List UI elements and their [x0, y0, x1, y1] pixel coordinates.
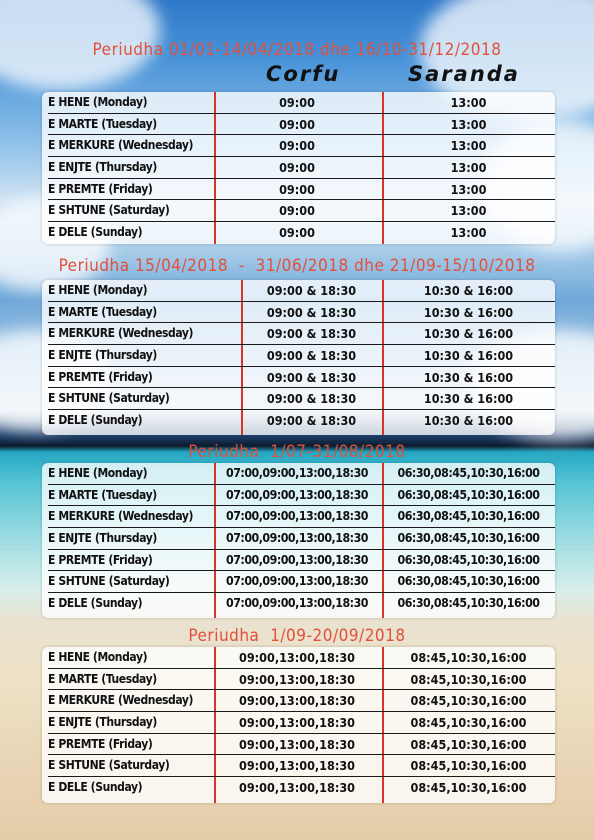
- day-cell: E ENJTE (Thursday): [48, 160, 157, 175]
- corfu-time-cell: 07:00,09:00,13:00,18:30: [226, 509, 368, 524]
- day-cell: E PREMTE (Friday): [48, 181, 153, 196]
- saranda-time-cell: 08:45,10:30,16:00: [410, 671, 527, 687]
- saranda-time-cell: 06:30,08:45,10:30,16:00: [397, 487, 540, 502]
- saranda-time-cell: 10:30 & 16:00: [423, 369, 514, 385]
- schedule-table: [42, 463, 555, 618]
- table-row: [42, 528, 555, 550]
- corfu-time-cell: 07:00,09:00,13:00,18:30: [226, 552, 368, 567]
- table-row: [42, 755, 555, 777]
- day-cell: E DELE (Sunday): [48, 596, 143, 611]
- table-row: [42, 690, 555, 712]
- saranda-time-cell: 06:30,08:45,10:30,16:00: [397, 596, 540, 611]
- day-cell: E MARTE (Tuesday): [48, 671, 157, 686]
- corfu-time-cell: 09:00,13:00,18:30: [239, 736, 355, 752]
- table-row: [42, 157, 555, 179]
- day-cell: E SHTUNE (Saturday): [48, 391, 170, 406]
- table-row: [42, 777, 555, 799]
- saranda-time-cell: 13:00: [450, 95, 487, 110]
- saranda-time-cell: 08:45,10:30,16:00: [410, 736, 527, 752]
- saranda-time-cell: 13:00: [450, 225, 487, 241]
- day-cell: E DELE (Sunday): [48, 225, 143, 240]
- table-row: [42, 200, 555, 222]
- corfu-time-cell: 09:00: [279, 138, 315, 154]
- corfu-time-cell: 09:00 & 18:30: [266, 369, 357, 385]
- corfu-time-cell: 09:00: [279, 181, 315, 197]
- saranda-time-cell: 06:30,08:45,10:30,16:00: [397, 574, 540, 589]
- period-title: Periudha 15/04/2018 - 31/06/2018 dhe 21/09-15/10/2018: [58, 256, 536, 276]
- saranda-time-cell: 13:00: [450, 181, 487, 197]
- corfu-time-cell: 09:00: [279, 160, 315, 176]
- day-cell: E ENJTE (Thursday): [48, 348, 157, 363]
- table-row: [42, 550, 555, 572]
- day-cell: E SHTUNE (Saturday): [48, 574, 170, 589]
- saranda-time-cell: 08:45,10:30,16:00: [410, 650, 527, 665]
- day-cell: E MERKURE (Wednesday): [48, 509, 194, 524]
- table-row: [42, 463, 555, 485]
- corfu-header: Corfu: [266, 62, 341, 86]
- saranda-time-cell: 08:45,10:30,16:00: [410, 715, 527, 731]
- saranda-time-cell: 10:30 & 16:00: [423, 304, 514, 320]
- day-cell: E PREMTE (Friday): [48, 369, 153, 384]
- corfu-time-cell: 09:00 & 18:30: [266, 348, 357, 364]
- table-row: [42, 280, 555, 302]
- schedule-table: [42, 280, 555, 435]
- table-row: [42, 734, 555, 756]
- saranda-time-cell: 10:30 & 16:00: [423, 348, 514, 364]
- table-row: [42, 323, 555, 345]
- table-row: [42, 179, 555, 201]
- saranda-time-cell: 13:00: [450, 116, 487, 132]
- day-cell: E MERKURE (Wednesday): [48, 326, 194, 341]
- table-row: [42, 410, 555, 432]
- table-row: [42, 485, 555, 507]
- corfu-time-cell: 09:00,13:00,18:30: [239, 780, 355, 796]
- period-title: Periudha 1/09-20/09/2018: [188, 626, 406, 646]
- saranda-time-cell: 06:30,08:45,10:30,16:00: [397, 466, 540, 480]
- corfu-time-cell: 07:00,09:00,13:00,18:30: [226, 487, 368, 502]
- saranda-time-cell: 10:30 & 16:00: [423, 283, 514, 298]
- table-row: [42, 302, 555, 324]
- day-cell: E HENE (Monday): [48, 650, 148, 664]
- day-cell: E MERKURE (Wednesday): [48, 138, 194, 153]
- day-cell: E HENE (Monday): [48, 283, 148, 297]
- table-row: [42, 135, 555, 157]
- corfu-time-cell: 07:00,09:00,13:00,18:30: [226, 596, 368, 611]
- corfu-time-cell: 09:00 & 18:30: [266, 391, 357, 407]
- saranda-time-cell: 08:45,10:30,16:00: [410, 780, 527, 796]
- corfu-time-cell: 09:00: [279, 225, 315, 241]
- table-row: [42, 593, 555, 615]
- corfu-time-cell: 09:00,13:00,18:30: [239, 693, 355, 709]
- corfu-time-cell: 09:00 & 18:30: [266, 326, 357, 342]
- day-cell: E MARTE (Tuesday): [48, 304, 157, 319]
- schedule-table: [42, 647, 555, 803]
- day-cell: E ENJTE (Thursday): [48, 715, 157, 730]
- day-cell: E MARTE (Tuesday): [48, 116, 157, 131]
- saranda-time-cell: 13:00: [450, 160, 487, 176]
- corfu-time-cell: 07:00,09:00,13:00,18:30: [226, 466, 368, 480]
- day-cell: E HENE (Monday): [48, 95, 148, 109]
- corfu-time-cell: 09:00,13:00,18:30: [239, 650, 355, 665]
- day-cell: E ENJTE (Thursday): [48, 531, 157, 546]
- day-cell: E DELE (Sunday): [48, 780, 143, 795]
- day-cell: E DELE (Sunday): [48, 413, 143, 428]
- corfu-time-cell: 09:00: [279, 203, 315, 219]
- table-row: [42, 92, 555, 114]
- saranda-time-cell: 06:30,08:45,10:30,16:00: [397, 531, 540, 546]
- table-row: [42, 712, 555, 734]
- corfu-time-cell: 09:00,13:00,18:30: [239, 758, 355, 774]
- saranda-time-cell: 10:30 & 16:00: [423, 391, 514, 407]
- day-cell: E SHTUNE (Saturday): [48, 758, 170, 773]
- saranda-header: Saranda: [408, 62, 520, 86]
- period-title: Periudha 01/01-14/04/2018 dhe 16/10-31/12/2018: [92, 40, 502, 60]
- saranda-time-cell: 10:30 & 16:00: [423, 326, 514, 342]
- corfu-time-cell: 07:00,09:00,13:00,18:30: [226, 574, 368, 589]
- table-row: [42, 388, 555, 410]
- day-cell: E HENE (Monday): [48, 466, 148, 480]
- saranda-time-cell: 08:45,10:30,16:00: [410, 693, 527, 709]
- saranda-time-cell: 13:00: [450, 138, 487, 154]
- day-cell: E MARTE (Tuesday): [48, 487, 157, 502]
- schedule-table: [42, 92, 555, 244]
- corfu-time-cell: 07:00,09:00,13:00,18:30: [226, 531, 368, 546]
- table-row: [42, 571, 555, 593]
- table-row: [42, 367, 555, 389]
- table-row: [42, 222, 555, 244]
- period-title: Periudha 1/07-31/08/2018: [188, 442, 406, 462]
- saranda-time-cell: 13:00: [450, 203, 487, 219]
- day-cell: E PREMTE (Friday): [48, 552, 153, 567]
- saranda-time-cell: 06:30,08:45,10:30,16:00: [397, 509, 540, 524]
- day-cell: E PREMTE (Friday): [48, 736, 153, 751]
- table-row: [42, 647, 555, 669]
- day-cell: E SHTUNE (Saturday): [48, 203, 170, 218]
- corfu-time-cell: 09:00 & 18:30: [266, 283, 357, 298]
- day-cell: E MERKURE (Wednesday): [48, 693, 194, 708]
- corfu-time-cell: 09:00 & 18:30: [266, 304, 357, 320]
- corfu-time-cell: 09:00: [279, 95, 315, 110]
- table-row: [42, 345, 555, 367]
- saranda-time-cell: 06:30,08:45,10:30,16:00: [397, 552, 540, 567]
- corfu-time-cell: 09:00,13:00,18:30: [239, 715, 355, 731]
- saranda-time-cell: 08:45,10:30,16:00: [410, 758, 527, 774]
- saranda-time-cell: 10:30 & 16:00: [423, 413, 514, 429]
- corfu-time-cell: 09:00 & 18:30: [266, 413, 357, 429]
- table-row: [42, 669, 555, 691]
- corfu-time-cell: 09:00: [279, 116, 315, 132]
- corfu-time-cell: 09:00,13:00,18:30: [239, 671, 355, 687]
- table-row: [42, 114, 555, 136]
- table-row: [42, 506, 555, 528]
